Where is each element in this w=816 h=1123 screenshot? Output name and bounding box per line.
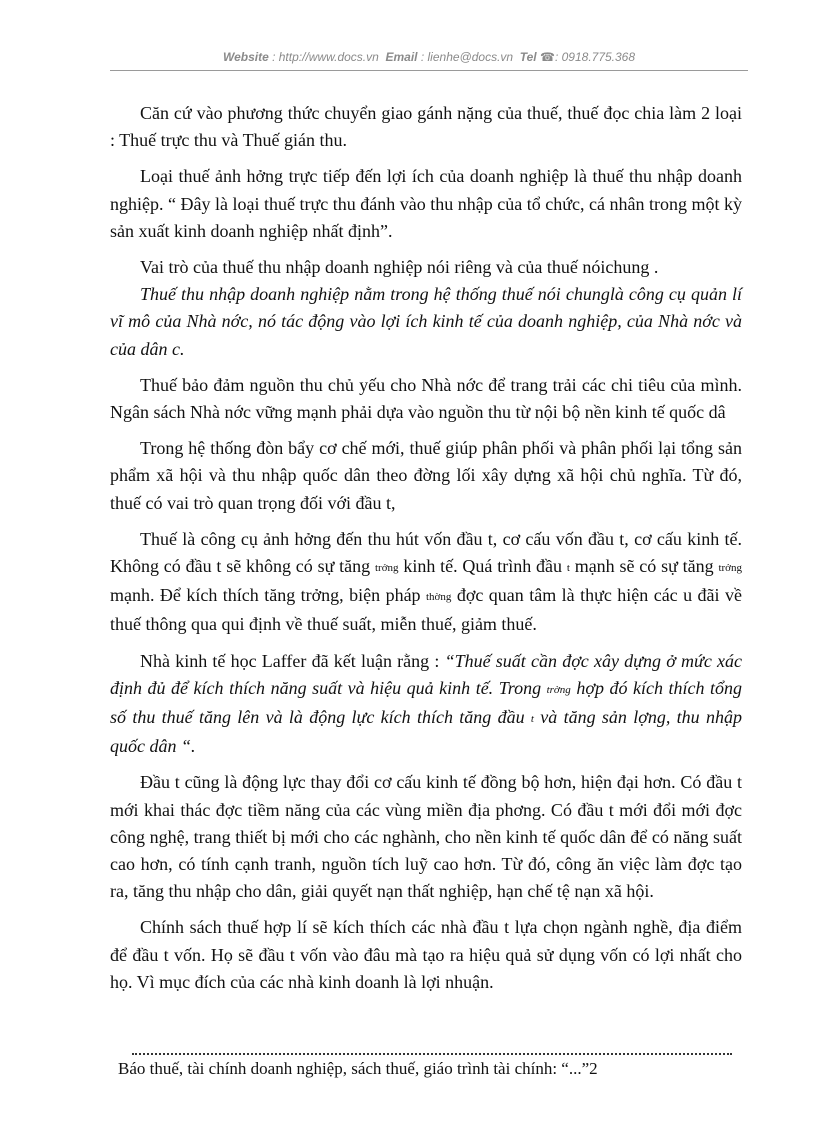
paragraph-6: Trong hệ thống đòn bẩy cơ chế mới, thuế giúp phân phối và phân phối lại tổng sản phẩm xã hội và thu nhập quốc dân theo đờng lối xây dựng xã hội chủ nghĩa. Từ đó, thuế có vai trò quan trọng đối với đầu t, <box>110 438 742 513</box>
paragraph-1: Căn cứ vào phương thức chuyển giao gánh nặng của thuế, thuế đọc chia làm 2 loại : Thuế trực thu và Thuế gián thu. <box>110 103 742 151</box>
quote-text: và tăng sản lợng, thu nhập quốc dân “. <box>110 707 742 757</box>
quote-small: trờng <box>546 683 571 696</box>
paragraph-7-text: mạnh sẽ có sự tăng <box>569 556 719 577</box>
paragraph-7-small: thờng <box>426 591 452 604</box>
paragraph-7-text: mạnh. Để kích thích tăng trởng, biện pháp <box>110 585 426 606</box>
quote-text: hợp đó kích thích tổng số thu thuế tăng lên và là động lực kích thích tăng đầu <box>110 677 743 728</box>
header-rule <box>110 70 748 71</box>
tel-label: Tel <box>519 50 537 64</box>
paragraph-3: Vai trò của thuế thu nhập doanh nghiệp nói riêng và của thuế nóichung . <box>140 257 659 278</box>
quote-text: “Thuế suất cần đợc xây dựng ở mức xác định đủ để kích thích năng suất và hiệu quả kinh tế. Trong <box>110 650 742 698</box>
paragraph-7-text: kinh tế. Quá trình đầu <box>398 556 567 577</box>
paragraph-7-text: Thuế là công cụ ảnh hởng đến thu hút vốn đầu t, cơ cấu vốn đầu t, cơ cấu kinh tế. Không có đầu t sẽ không có sự tăng <box>110 528 742 577</box>
paragraph-7-text: đợc quan tâm là thực hiện các u đãi về thuế thông qua qui định về thuế suất, miễn thuế, giảm thuế. <box>110 585 742 635</box>
email-label: Email <box>385 50 418 64</box>
phone-icon: ☎ <box>540 50 555 64</box>
website-label: Website <box>222 50 269 64</box>
paragraph-8-lead: Nhà kinh tế học Laffer đã kết luận rằng : <box>140 650 445 671</box>
paragraph-2: Loại thuế ảnh hởng trực tiếp đến lợi ích của doanh nghiệp là thuế thu nhập doanh nghiệp. “ Đây là loại thuế trực thu đánh vào thu nhập của tổ chức, cá nhân trong một kỳ sản xuất kinh doanh nghiệp nhất định”. <box>110 166 742 241</box>
footer-rule <box>132 1053 732 1055</box>
website-value: : http://www.docs.vn <box>272 50 379 64</box>
paragraph-5: Thuế bảo đảm nguồn thu chủ yếu cho Nhà nớc để trang trải các chi tiêu của mình. Ngân sách Nhà nớc vững mạnh phải dựa vào nguồn thu từ nội bộ nền kinh tế quốc dâ <box>110 374 742 423</box>
email-value: : lienhe@docs.vn <box>420 50 514 64</box>
paragraph-7-small: trởng <box>374 562 399 575</box>
paragraph-10: Chính sách thuế hợp lí sẽ kích thích các nhà đầu t lựa chọn ngành nghề, địa điểm để đầu t vốn. Họ sẽ đầu t vốn vào đâu mà tạo ra hiệu quả sử dụng vốn có lợi nhất cho họ. Vì mục đích của các nhà kinh doanh là lợi nhuận. <box>110 917 742 992</box>
paragraph-7-small: t <box>566 562 570 575</box>
paragraph-7 <box>110 526 742 639</box>
tel-value: : 0918.775.368 <box>554 50 636 64</box>
paragraph-8 <box>110 648 742 761</box>
quote-small: t <box>530 713 534 726</box>
footer-text: Báo thuế, tài chính doanh nghiệp, sách thuế, giáo trình tài chính: “...”2 <box>118 1059 598 1078</box>
paragraph-9: Đầu t cũng là động lực thay đổi cơ cấu kinh tế đồng bộ hơn, hiện đại hơn. Có đầu t mới khai thác đợc tiềm năng của các vùng miền địa phơng. Có đầu t mới đổi mới đợc công nghệ, trang thiết bị mới cho các nghành, cho nền kinh tế quốc dân để có năng suất cao hơn, có tính cạnh tranh, nguồn tích luỹ cao hơn. Từ đó, công ăn việc làm đợc tạo ra, tăng thu nhập cho dân, giải quyết nạn thất nghiệp, hạn chế tệ nạn xã hội. <box>110 772 742 902</box>
paragraph-7-small: trởng <box>718 562 742 575</box>
paragraph-4: Thuế thu nhập doanh nghiệp nằm trong hệ thống thuế nói chunglà công cụ quản lí vĩ mô của Nhà nớc, nó tác động vào lợi ích kinh tế của doanh nghiệp, của Nhà nớc và của dân c. <box>110 284 742 359</box>
document-body <box>110 100 742 996</box>
page-header <box>110 50 748 64</box>
